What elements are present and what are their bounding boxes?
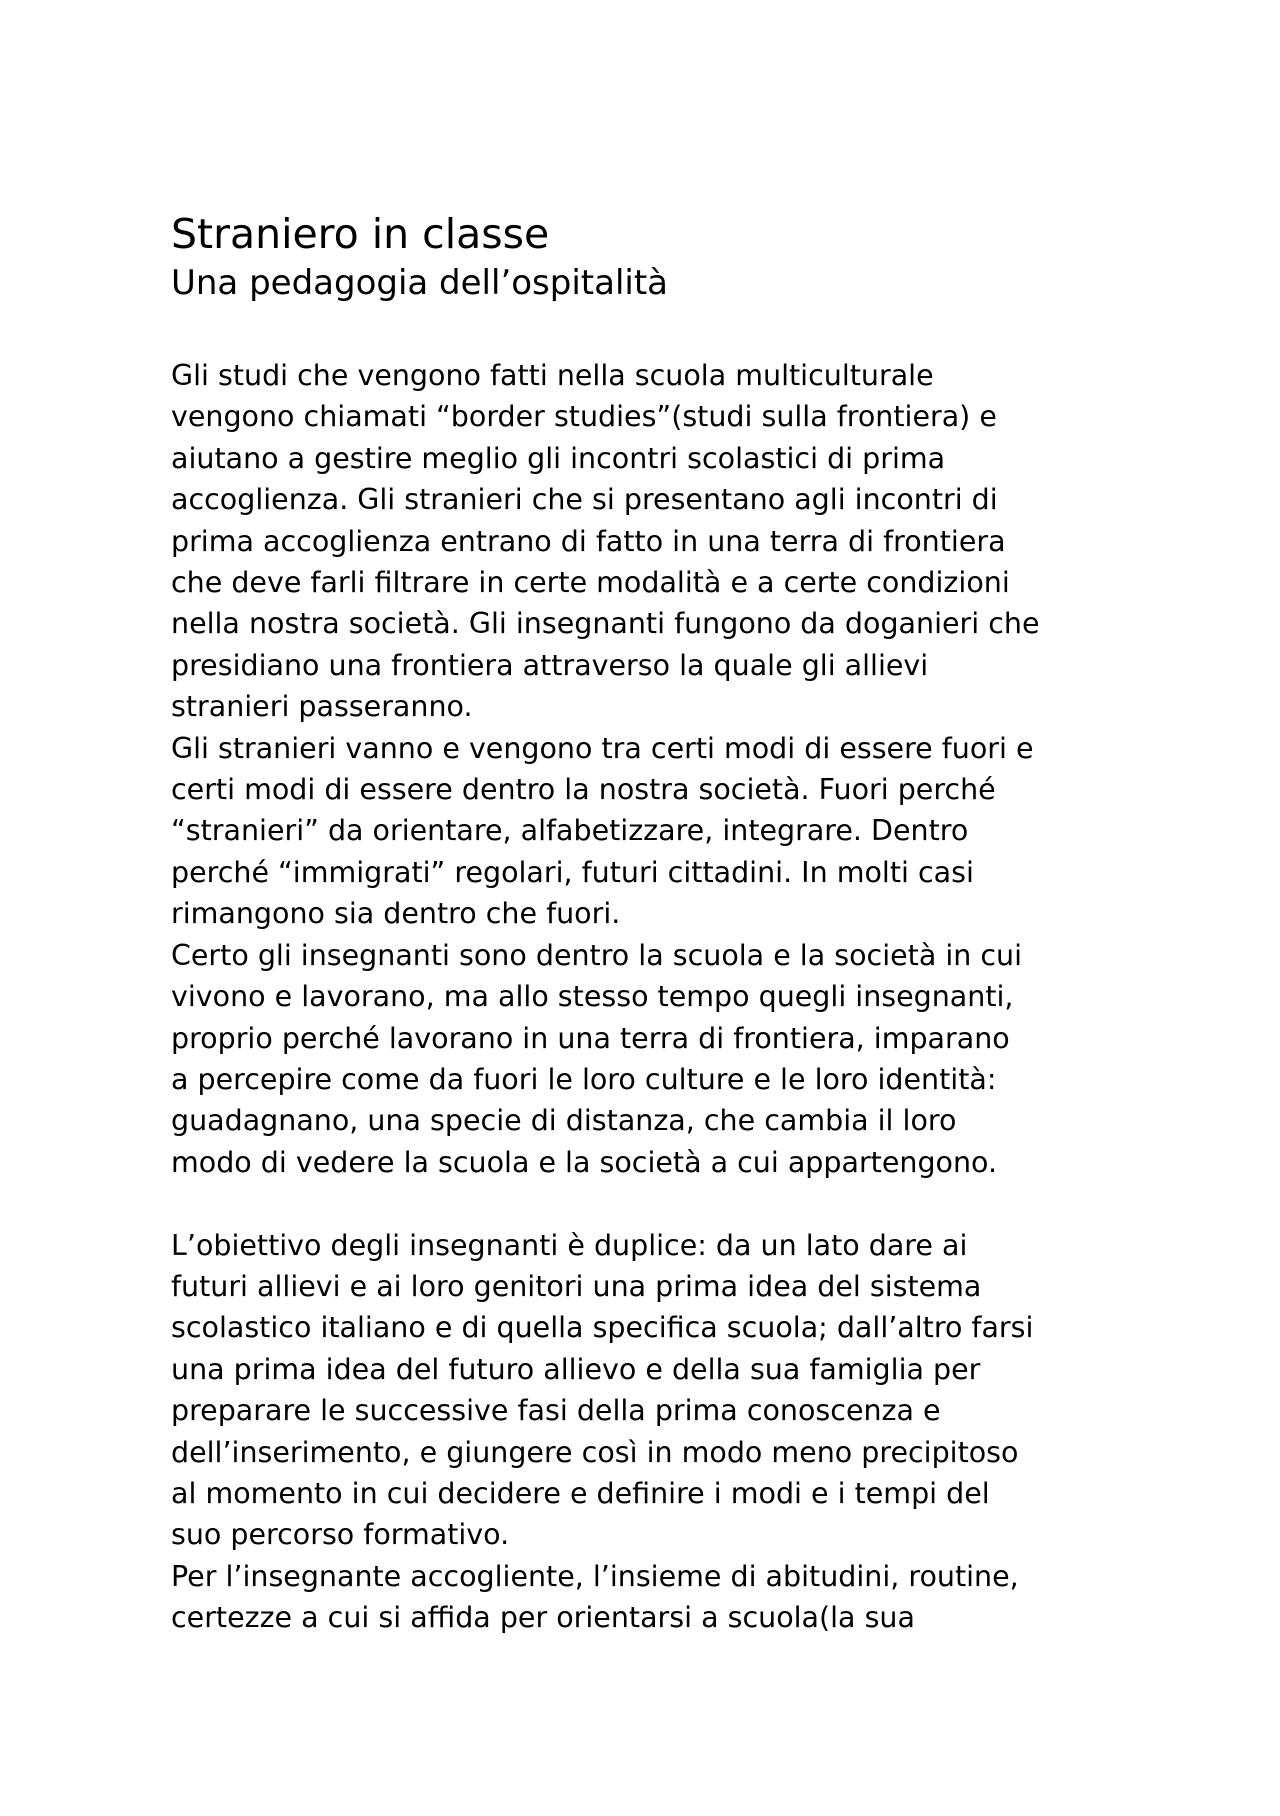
text-line: L’obiettivo degli insegnanti è duplice: da un lato dare ai [171,1228,968,1262]
text-line: prima accoglienza entrano di fatto in una terra di frontiera [171,524,1006,558]
text-line: a percepire come da fuori le loro culture e le loro identità: [171,1062,997,1096]
text-line: certezze a cui si affida per orientarsi a scuola(la sua [171,1601,915,1635]
text-line: modo di vedere la scuola e la società a cui appartengono. [171,1145,998,1179]
paragraph-objective [171,1225,1171,1556]
text-line: stranieri passeranno. [171,690,473,724]
text-line: Gli studi che vengono fatti nella scuola multiculturale [171,359,934,392]
document-subtitle: Una pedagogia dell’ospitalità [171,263,669,303]
text-line: accoglienza. Gli stranieri che si presentano agli incontri di [171,483,998,517]
text-line: Certo gli insegnanti sono dentro la scuola e la società in cui [171,938,1023,972]
text-line: futuri allievi e ai loro genitori una prima idea del sistema [171,1269,982,1303]
document-title: Straniero in classe [171,210,550,258]
text-line: Per l’insegnante accogliente, l’insieme di abitudini, routine, [171,1559,1019,1593]
text-line: suo percorso formativo. [171,1518,510,1552]
paragraph-inside-outside [171,728,1171,935]
text-line: al momento in cui decidere e definire i modi e i tempi del [171,1476,990,1510]
paragraph-border-studies [171,355,1171,728]
paragraph-teachers-frontier [171,935,1171,1183]
text-line: proprio perché lavorano in una terra di frontiera, imparano [171,1021,1010,1055]
text-line: Gli stranieri vanno e vengono tra certi modi di essere fuori e [171,731,1034,765]
text-line: preparare le successive fasi della prima conoscenza e [171,1394,941,1428]
text-line: che deve farli filtrare in certe modalità e a certe condizioni [171,566,1010,600]
text-line: vengono chiamati “border studies”(studi sulla frontiera) e [171,400,997,434]
text-line: nella nostra società. Gli insegnanti fungono da doganieri che [171,607,1040,641]
text-line: certi modi di essere dentro la nostra società. Fuori perché [171,773,996,807]
text-line: guadagnano, una specie di distanza, che cambia il loro [171,1104,957,1138]
text-line: perché “immigrati” regolari, futuri cittadini. In molti casi [171,855,974,889]
document-page [171,208,1171,1639]
paragraph-welcoming-teacher [171,1556,1171,1639]
text-line: scolastico italiano e di quella specifica scuola; dall’altro farsi [171,1311,1034,1345]
text-line: una prima idea del futuro allievo e della sua famiglia per [171,1352,981,1386]
paragraph-spacer [171,1183,1171,1224]
text-line: dell’inserimento, e giungere così in modo meno precipitoso [171,1435,1019,1469]
text-line: presidiano una frontiera attraverso la quale gli allievi [171,648,929,682]
text-line: “stranieri” da orientare, alfabetizzare, integrare. Dentro [171,814,969,848]
text-line: rimangono sia dentro che fuori. [171,897,621,931]
text-line: vivono e lavorano, ma allo stesso tempo quegli insegnanti, [171,980,1014,1014]
text-line: aiutano a gestire meglio gli incontri scolastici di prima [171,441,946,475]
